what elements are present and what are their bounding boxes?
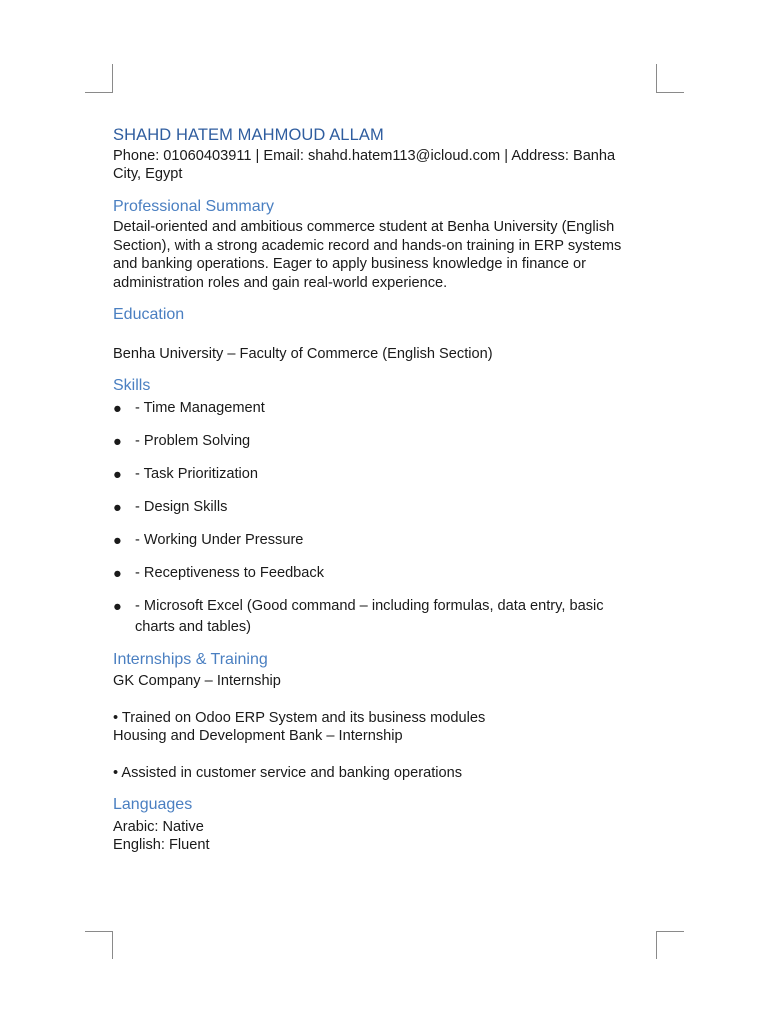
education-entry: Benha University – Faculty of Commerce (English Section) — [113, 346, 493, 362]
skill-item: - Microsoft Excel (Good command – including formulas, data entry, basic — [135, 598, 604, 614]
internship-line-3: Housing and Development Bank – Internship — [113, 728, 403, 744]
bullet-icon: ● — [113, 566, 122, 582]
education-heading: Education — [113, 306, 185, 323]
summary-line-4: administration roles and gain real-world experience. — [113, 275, 448, 291]
skill-item: - Time Management — [135, 400, 265, 416]
languages-heading: Languages — [113, 796, 193, 813]
crop-mark-top-right-v — [656, 64, 657, 92]
skill-item-continuation: charts and tables) — [135, 619, 252, 635]
crop-mark-bottom-left-v — [112, 931, 113, 959]
skill-item: - Receptiveness to Feedback — [135, 565, 325, 581]
bullet-icon: ● — [113, 401, 122, 417]
bullet-icon: ● — [113, 467, 122, 483]
skills-heading: Skills — [113, 377, 151, 394]
summary-heading: Professional Summary — [113, 198, 274, 215]
skill-item: - Design Skills — [135, 499, 228, 515]
crop-mark-top-right-h — [656, 92, 684, 93]
bullet-icon: ● — [113, 533, 122, 549]
language-line-2: English: Fluent — [113, 837, 210, 853]
internship-line-1: GK Company – Internship — [113, 673, 281, 689]
crop-mark-top-left-v — [112, 64, 113, 92]
summary-line-3: and banking operations. Eager to apply business knowledge in finance or — [113, 256, 586, 272]
summary-line-2: Section), with a strong academic record and hands-on training in ERP systems — [113, 238, 622, 254]
bullet-icon: ● — [113, 500, 122, 516]
resume-name: SHAHD HATEM MAHMOUD ALLAM — [113, 126, 384, 144]
contact-line-1: Phone: 01060403911 | Email: shahd.hatem113@icloud.com | Address: Banha — [113, 148, 616, 164]
crop-mark-bottom-right-v — [656, 931, 657, 959]
crop-mark-bottom-right-h — [656, 931, 684, 932]
summary-line-1: Detail-oriented and ambitious commerce student at Benha University (English — [113, 219, 615, 235]
skill-item: - Problem Solving — [135, 433, 251, 449]
internship-line-2: • Trained on Odoo ERP System and its business modules — [113, 710, 486, 726]
language-line-1: Arabic: Native — [113, 819, 204, 835]
skill-item: - Working Under Pressure — [135, 532, 304, 548]
bullet-icon: ● — [113, 599, 122, 615]
bullet-icon: ● — [113, 434, 122, 450]
crop-mark-bottom-left-h — [85, 931, 113, 932]
crop-mark-top-left-h — [85, 92, 113, 93]
internships-heading: Internships & Training — [113, 651, 268, 668]
skill-item: - Task Prioritization — [135, 466, 259, 482]
contact-line-2: City, Egypt — [113, 166, 183, 182]
internship-line-4: • Assisted in customer service and banking operations — [113, 765, 463, 781]
